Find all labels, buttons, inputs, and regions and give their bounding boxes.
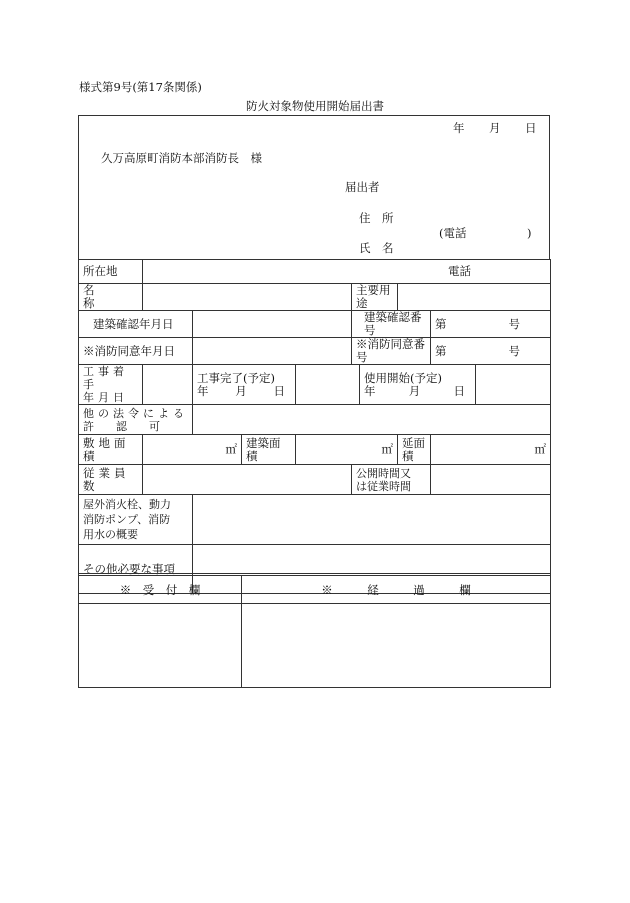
construction-end-value[interactable] [296, 365, 360, 405]
form-title: 防火対象物使用開始届出書 [246, 99, 384, 113]
addressee: 久万高原町消防本部消防長 様 [101, 151, 262, 165]
open-hours-value[interactable] [431, 465, 551, 495]
row-hydrant [79, 495, 551, 545]
reception-area[interactable] [79, 604, 242, 688]
hydrant-label: 屋外消火栓、動力 消防ポンプ、消防 用水の概要 [79, 495, 193, 545]
reception-header: ※ 受 付 欄 [79, 576, 242, 604]
sqm-unit: ㎡ [381, 442, 393, 456]
row-area [79, 435, 551, 465]
other-law-value[interactable] [193, 405, 551, 435]
row-fire-consent [79, 338, 551, 365]
date-day: 日 [525, 121, 537, 135]
row-employees [79, 465, 551, 495]
fire-consent-date-label: ※消防同意年月日 [79, 338, 193, 365]
facility-name-value[interactable] [143, 284, 352, 311]
progress-area[interactable] [242, 604, 551, 688]
site-area-value[interactable] [143, 435, 242, 465]
form-table [78, 259, 551, 594]
main-use-value[interactable] [398, 284, 551, 311]
construction-start-value[interactable] [143, 365, 193, 405]
other-matters-label: その他必要な事項 [79, 545, 193, 594]
no-prefix: 第 [435, 343, 447, 358]
total-floor-area-label: 延面積 [398, 435, 431, 465]
main-use-label: 主要用途 [352, 284, 398, 311]
applicant-label: 届出者 [345, 180, 380, 194]
date-month: 月 [489, 121, 501, 135]
date-year: 年 [453, 121, 465, 135]
open-hours-label: 公開時間又 は従業時間 [352, 465, 431, 495]
phone-open: (電話 [439, 226, 467, 240]
office-use-table [78, 575, 551, 688]
use-start-label: 使用開始(予定) 年 月 日 [360, 365, 476, 405]
form-id: 様式第9号(第17条関係) [79, 80, 202, 94]
location-label: 所在地 [79, 260, 143, 284]
address-label: 住 所 [359, 211, 394, 225]
building-confirm-date-value[interactable] [193, 311, 352, 338]
total-floor-area-value[interactable] [431, 435, 551, 465]
fire-consent-date-value[interactable] [193, 338, 352, 365]
no-suffix: 号 [508, 316, 520, 331]
no-prefix: 第 [435, 316, 447, 331]
sqm-unit: ㎡ [225, 442, 237, 456]
header-box [78, 115, 550, 260]
site-area-label: 敷地面積 [79, 435, 143, 465]
use-start-value[interactable] [476, 365, 551, 405]
building-confirm-date-label: 建築確認年月日 [79, 311, 193, 338]
name-label: 氏 名 [359, 241, 394, 255]
hydrant-value[interactable] [193, 495, 551, 545]
row-name [79, 284, 551, 311]
construction-end-label: 工事完了(予定) 年 月 日 [193, 365, 296, 405]
fire-consent-no-value[interactable] [431, 338, 551, 365]
fire-consent-no-label: ※消防同意番号 [352, 338, 431, 365]
employees-value[interactable] [143, 465, 352, 495]
building-confirm-no-label: 建築確認番号 [352, 311, 431, 338]
row-building-confirm [79, 311, 551, 338]
row-location [79, 260, 551, 284]
construction-start-label: 工事着手 年月日 [79, 365, 143, 405]
location-phone-label: 電話 [143, 260, 551, 284]
row-construction [79, 365, 551, 405]
phone-close: ) [527, 226, 532, 240]
building-confirm-no-value[interactable] [431, 311, 551, 338]
progress-header: ※ 経 過 欄 [242, 576, 551, 604]
employees-label: 従業員数 [79, 465, 143, 495]
row-other-law [79, 405, 551, 435]
building-area-label: 建築面積 [242, 435, 296, 465]
sqm-unit: ㎡ [534, 442, 546, 456]
building-area-value[interactable] [296, 435, 398, 465]
facility-name-label: 名 称 [79, 284, 143, 311]
no-suffix: 号 [508, 343, 520, 358]
other-law-label: 他の法令による 許 認 可 [79, 405, 193, 435]
